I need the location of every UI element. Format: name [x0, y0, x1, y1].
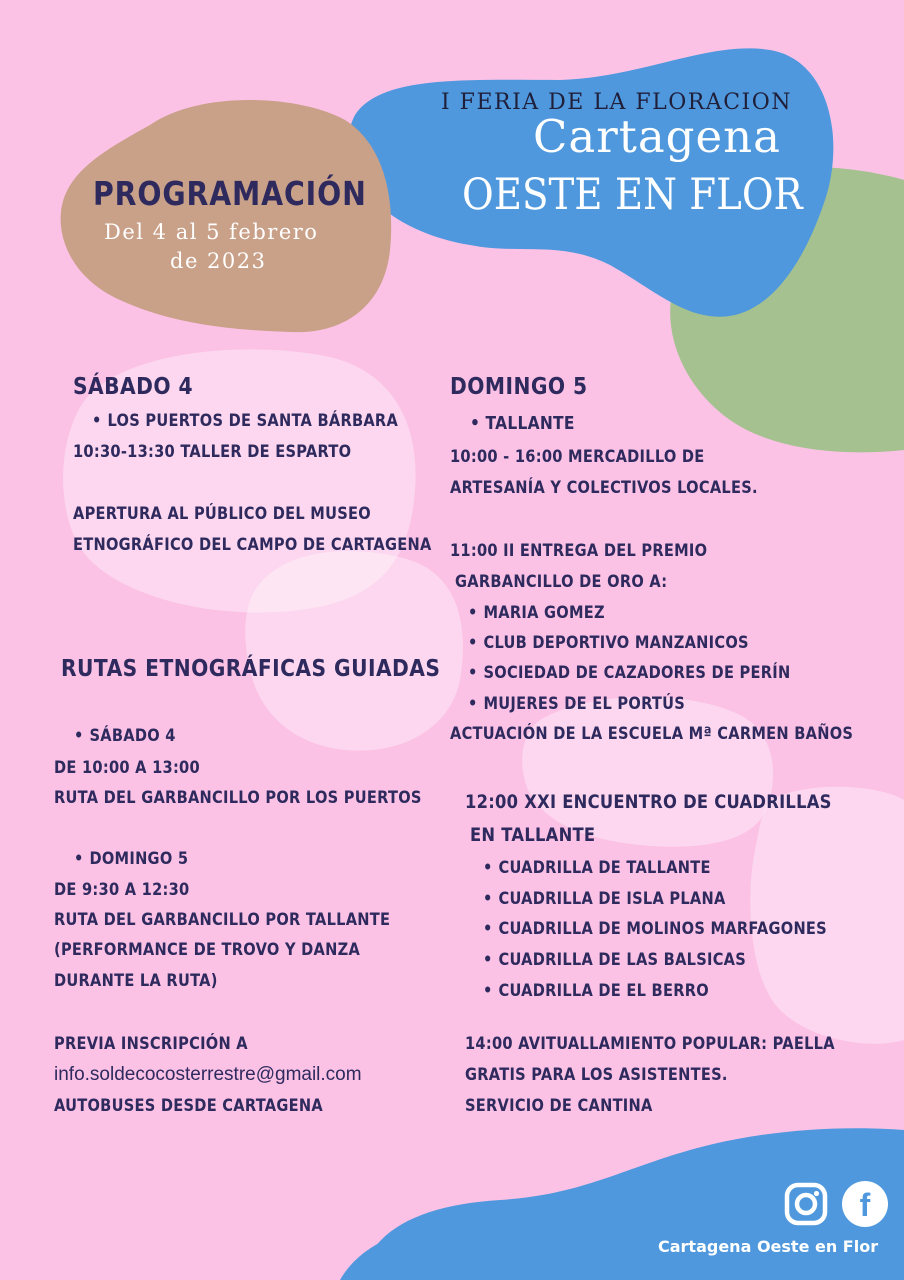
dates-line2: de 2023 [170, 249, 267, 273]
feria-title: I FERIA DE LA FLORACION [441, 90, 792, 115]
domingo-cantina: SERVICIO DE CANTINA [465, 1096, 653, 1116]
rutas-day1: • SÁBADO 4 [74, 726, 176, 746]
white-blob-right-low [750, 787, 904, 1044]
domingo-avituallamiento-line2: GRATIS PARA LOS ASISTENTES. [465, 1065, 728, 1085]
dates-line1: Del 4 al 5 febrero [104, 220, 319, 244]
cuadrilla-item: • CUADRILLA DE MOLINOS MARFAGONES [483, 919, 827, 939]
rutas-day2-note2: DURANTE LA RUTA) [54, 971, 218, 991]
white-blob-center [245, 551, 463, 751]
premiado-item: • SOCIEDAD DE CAZADORES DE PERÍN [468, 663, 790, 683]
cuadrilla-item: • CUADRILLA DE TALLANTE [483, 858, 711, 878]
rutas-heading: RUTAS ETNOGRÁFICAS GUIADAS [61, 656, 441, 682]
domingo-heading: DOMINGO 5 [450, 374, 588, 400]
domingo-mercadillo-line2: ARTESANÍA Y COLECTIVOS LOCALES. [450, 478, 758, 498]
premiado-item: • MUJERES DE EL PORTÚS [468, 694, 685, 714]
sabado-museo-line1: APERTURA AL PÚBLICO DEL MUSEO [73, 504, 371, 524]
sabado-heading: SÁBADO 4 [73, 374, 193, 400]
domingo-actuacion: ACTUACIÓN DE LA ESCUELA Mª CARMEN BAÑOS [450, 724, 854, 744]
domingo-premio-line1: 11:00 II ENTREGA DEL PREMIO [450, 541, 708, 561]
sabado-museo-line2: ETNOGRÁFICO DEL CAMPO DE CARTAGENA [73, 535, 432, 555]
city-title: Cartagena [533, 110, 781, 163]
rutas-autobuses: AUTOBUSES DESDE CARTAGENA [54, 1096, 323, 1116]
rutas-day1-route: RUTA DEL GARBANCILLO POR LOS PUERTOS [54, 788, 422, 808]
rutas-day2-note1: (PERFORMANCE DE TROVO Y DANZA [54, 940, 361, 960]
facebook-glyph: f [859, 1187, 871, 1223]
domingo-encuentro-line2: EN TALLANTE [470, 824, 596, 846]
footer-brand: Cartagena Oeste en Flor [658, 1237, 879, 1256]
rutas-day2-route: RUTA DEL GARBANCILLO POR TALLANTE [54, 910, 391, 930]
slogan-title: OESTE EN FLOR [462, 170, 803, 220]
premiado-item: • MARIA GOMEZ [468, 603, 605, 623]
domingo-mercadillo-line1: 10:00 - 16:00 MERCADILLO DE [450, 447, 705, 467]
sabado-taller: 10:30-13:30 TALLER DE ESPARTO [73, 442, 352, 462]
sabado-place: • LOS PUERTOS DE SANTA BÁRBARA [92, 411, 398, 431]
rutas-day1-time: DE 10:00 A 13:00 [54, 758, 200, 778]
facebook-icon[interactable] [841, 1180, 889, 1228]
cuadrilla-item: • CUADRILLA DE LAS BALSICAS [483, 950, 746, 970]
tan-blob [61, 100, 392, 332]
rutas-inscripcion: PREVIA INSCRIPCIÓN A [54, 1034, 248, 1054]
domingo-premio-line2: GARBANCILLO DE ORO A: [455, 572, 668, 592]
domingo-encuentro-line1: 12:00 XXI ENCUENTRO DE CUADRILLAS [465, 791, 832, 813]
rutas-day2-time: DE 9:30 A 12:30 [54, 880, 190, 900]
domingo-place: • TALLANTE [470, 413, 575, 434]
premiado-item: • CLUB DEPORTIVO MANZANICOS [468, 633, 749, 653]
cuadrilla-item: • CUADRILLA DE EL BERRO [483, 981, 709, 1001]
domingo-avituallamiento-line1: 14:00 AVITUALLAMIENTO POPULAR: PAELLA [465, 1034, 835, 1054]
programacion-title: PROGRAMACIÓN [93, 174, 367, 213]
cuadrilla-item: • CUADRILLA DE ISLA PLANA [483, 889, 726, 909]
rutas-day2: • DOMINGO 5 [74, 849, 188, 869]
rutas-email[interactable]: info.soldecocosterrestre@gmail.com [54, 1064, 362, 1085]
instagram-icon[interactable] [783, 1181, 829, 1227]
